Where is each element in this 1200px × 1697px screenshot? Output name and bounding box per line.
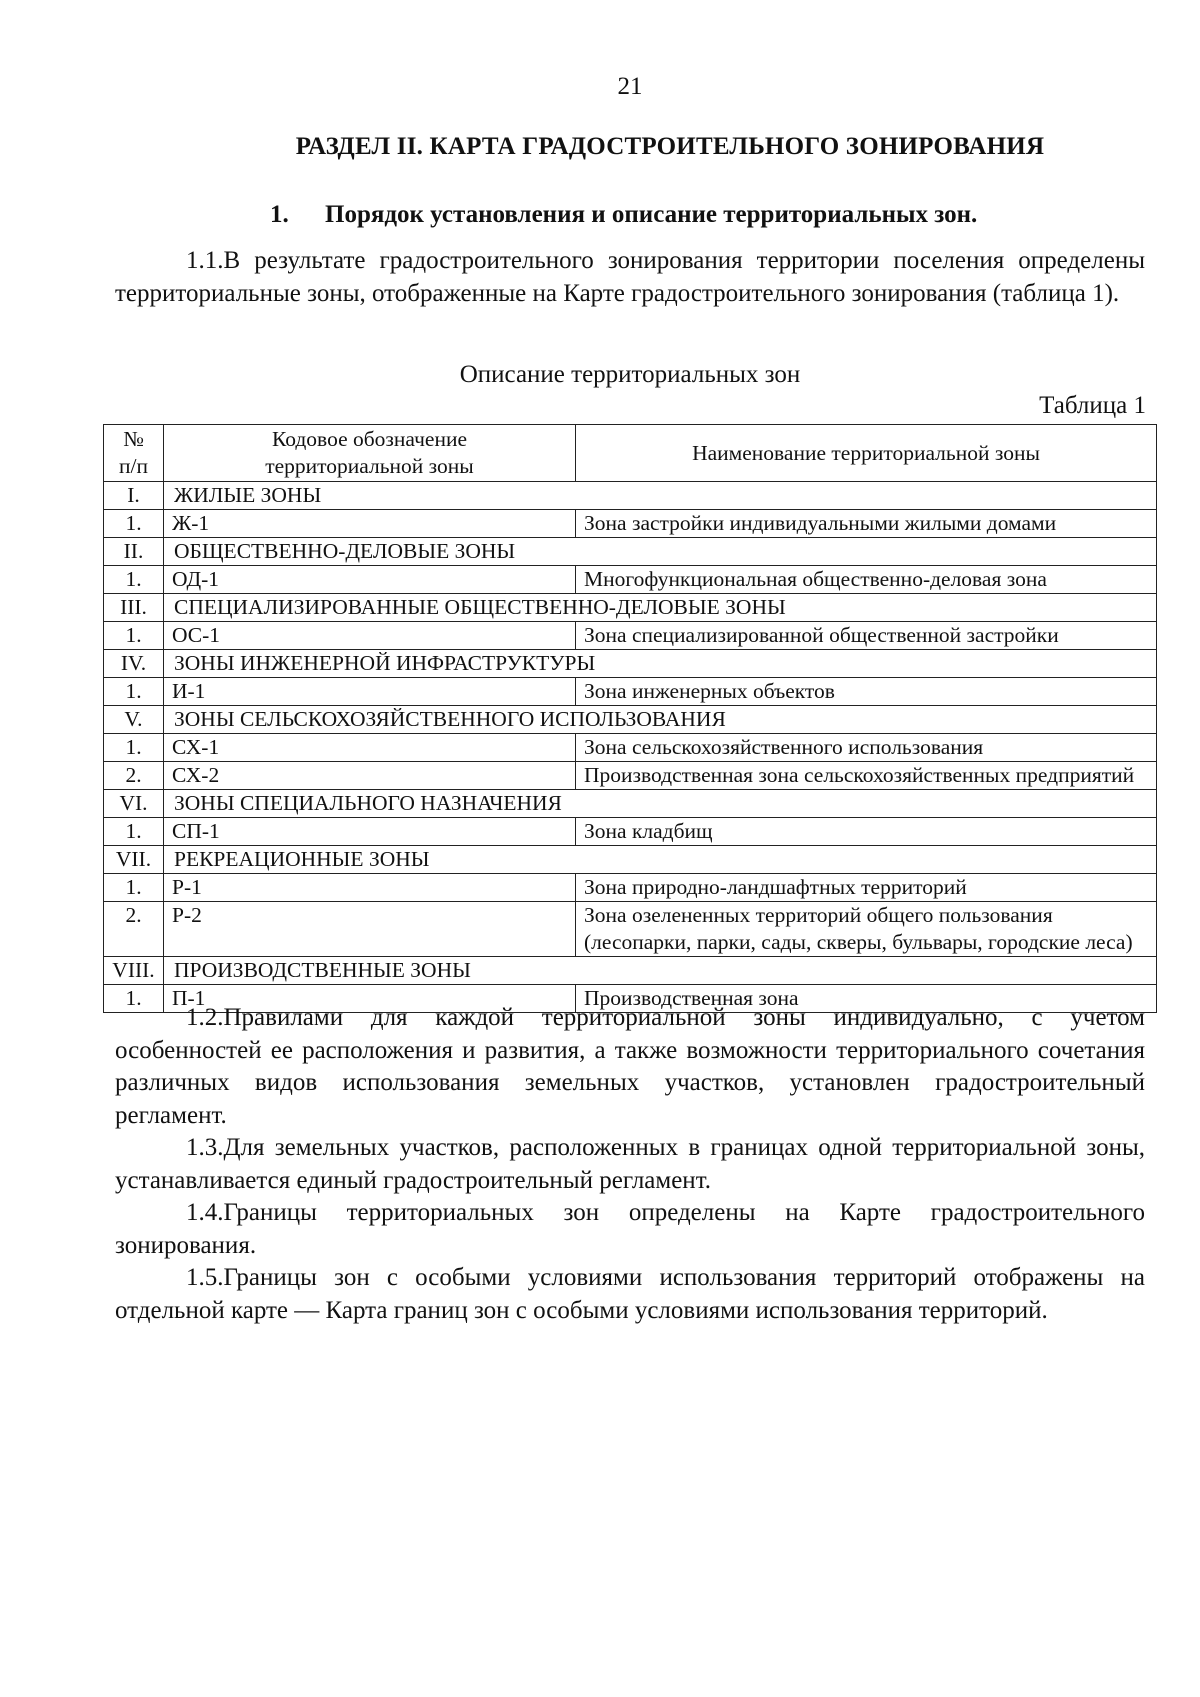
group-title-cell: ЗОНЫ ИНЖЕНЕРНОЙ ИНФРАСТРУКТУРЫ	[164, 650, 1157, 678]
zone-row	[104, 678, 1157, 706]
group-roman-cell: VIII.	[104, 957, 164, 985]
group-roman-cell: V.	[104, 706, 164, 734]
zone-name-cell: Зона природно-ландшафтных территорий	[576, 874, 1157, 902]
zone-code-cell: ОД-1	[164, 566, 576, 594]
zone-row	[104, 510, 1157, 538]
zone-name-cell: Зона инженерных объектов	[576, 678, 1157, 706]
zone-name-cell: Зона озелененных территорий общего пользования (лесопарки, парки, сады, скверы, бульвары, городские леса)	[576, 902, 1157, 957]
header-number-line1: №	[123, 427, 144, 451]
zone-name-cell: Зона сельскохозяйственного использования	[576, 734, 1157, 762]
header-code-line1: Кодовое обозначение	[271, 427, 468, 451]
paragraph-1-5: 1.5.Границы зон с особыми условиями использования территорий отображены на отдельной карте — Карта границ зон с особыми условиями использования территорий.	[115, 1264, 1145, 1324]
section-title: РАЗДЕЛ II. КАРТА ГРАДОСТРОИТЕЛЬНОГО ЗОНИРОВАНИЯ	[295, 133, 1045, 160]
paragraph-1-2: 1.2.Правилами для каждой территориальной зоны индивидуально, с учетом особенностей ее расположения и развития, а также возможности территориального сочетания различных видов использования земельных участков, установлен градостроительный регламент.	[115, 1004, 1145, 1129]
zone-code-cell: СХ-2	[164, 762, 576, 790]
subsection-title: Порядок установления и описание территориальных зон.	[325, 201, 978, 228]
zone-number-cell: 1.	[104, 985, 164, 1013]
zone-row	[104, 734, 1157, 762]
zone-group-row	[104, 538, 1157, 566]
zone-group-row	[104, 846, 1157, 874]
zone-name-cell: Зона специализированной общественной застройки	[576, 622, 1157, 650]
zone-number-cell: 2.	[104, 902, 164, 957]
group-title-cell: СПЕЦИАЛИЗИРОВАННЫЕ ОБЩЕСТВЕННО-ДЕЛОВЫЕ ЗОНЫ	[164, 594, 1157, 622]
group-title-cell: ОБЩЕСТВЕННО-ДЕЛОВЫЕ ЗОНЫ	[164, 538, 1157, 566]
header-number-line2: п/п	[119, 454, 148, 478]
group-roman-cell: VI.	[104, 790, 164, 818]
zone-group-row	[104, 957, 1157, 985]
zone-code-cell: СП-1	[164, 818, 576, 846]
group-roman-cell: IV.	[104, 650, 164, 678]
zone-row	[104, 762, 1157, 790]
zone-name-cell: Многофункциональная общественно-деловая зона	[576, 566, 1157, 594]
zone-number-cell: 1.	[104, 678, 164, 706]
zone-code-cell: Р-1	[164, 874, 576, 902]
zone-number-cell: 1.	[104, 510, 164, 538]
group-title-cell: ЖИЛЫЕ ЗОНЫ	[164, 482, 1157, 510]
zone-row	[104, 902, 1157, 957]
zone-group-row	[104, 790, 1157, 818]
zone-row	[104, 622, 1157, 650]
zone-name-cell: Производственная зона сельскохозяйственных предприятий	[576, 762, 1157, 790]
zone-code-cell: Ж-1	[164, 510, 576, 538]
group-title-cell: ПРОИЗВОДСТВЕННЫЕ ЗОНЫ	[164, 957, 1157, 985]
subsection-heading	[270, 201, 977, 229]
zones-table	[103, 424, 1157, 1013]
zone-number-cell: 1.	[104, 622, 164, 650]
zone-code-cell: СХ-1	[164, 734, 576, 762]
header-code-line2: территориальной зоны	[265, 454, 474, 478]
zone-number-cell: 2.	[104, 762, 164, 790]
group-title-cell: РЕКРЕАЦИОННЫЕ ЗОНЫ	[164, 846, 1157, 874]
paragraph-1-4: 1.4.Границы территориальных зон определены на Карте градостроительного зонирования.	[115, 1199, 1145, 1259]
zone-row	[104, 818, 1157, 846]
zone-code-cell: И-1	[164, 678, 576, 706]
paragraph-1-1: 1.1.В результате градостроительного зонирования территории поселения определены территориальные зоны, отображенные на Карте градостроительного зонирования (таблица 1).	[115, 247, 1145, 307]
zone-group-row	[104, 650, 1157, 678]
subsection-number: 1.	[270, 201, 289, 228]
group-roman-cell: III.	[104, 594, 164, 622]
zone-group-row	[104, 594, 1157, 622]
zone-number-cell: 1.	[104, 734, 164, 762]
group-title-cell: ЗОНЫ СПЕЦИАЛЬНОГО НАЗНАЧЕНИЯ	[164, 790, 1157, 818]
zone-name-cell: Производственная зона	[576, 985, 1157, 1013]
zone-group-row	[104, 482, 1157, 510]
paragraph-1-3: 1.3.Для земельных участков, расположенных в границах одной территориальной зоны, устанавливается единый градостроительный регламент.	[115, 1134, 1145, 1194]
zone-name-cell: Зона кладбищ	[576, 818, 1157, 846]
zone-row	[104, 874, 1157, 902]
header-code-cell	[164, 425, 576, 482]
group-title-cell: ЗОНЫ СЕЛЬСКОХОЗЯЙСТВЕННОГО ИСПОЛЬЗОВАНИЯ	[164, 706, 1157, 734]
zone-group-row	[104, 706, 1157, 734]
zone-code-cell: П-1	[164, 985, 576, 1013]
header-number-cell	[104, 425, 164, 482]
table-header-row	[104, 425, 1157, 482]
page-number: 21	[617, 73, 643, 100]
group-roman-cell: VII.	[104, 846, 164, 874]
zone-row	[104, 566, 1157, 594]
header-name-cell: Наименование территориальной зоны	[576, 425, 1157, 482]
table-caption: Описание территориальных зон	[459, 361, 801, 388]
table-label: Таблица 1	[1039, 392, 1146, 419]
zone-number-cell: 1.	[104, 818, 164, 846]
zone-code-cell: ОС-1	[164, 622, 576, 650]
zone-number-cell: 1.	[104, 566, 164, 594]
group-roman-cell: II.	[104, 538, 164, 566]
zone-name-cell: Зона застройки индивидуальными жилыми домами	[576, 510, 1157, 538]
group-roman-cell: I.	[104, 482, 164, 510]
zone-code-cell: Р-2	[164, 902, 576, 957]
zone-number-cell: 1.	[104, 874, 164, 902]
